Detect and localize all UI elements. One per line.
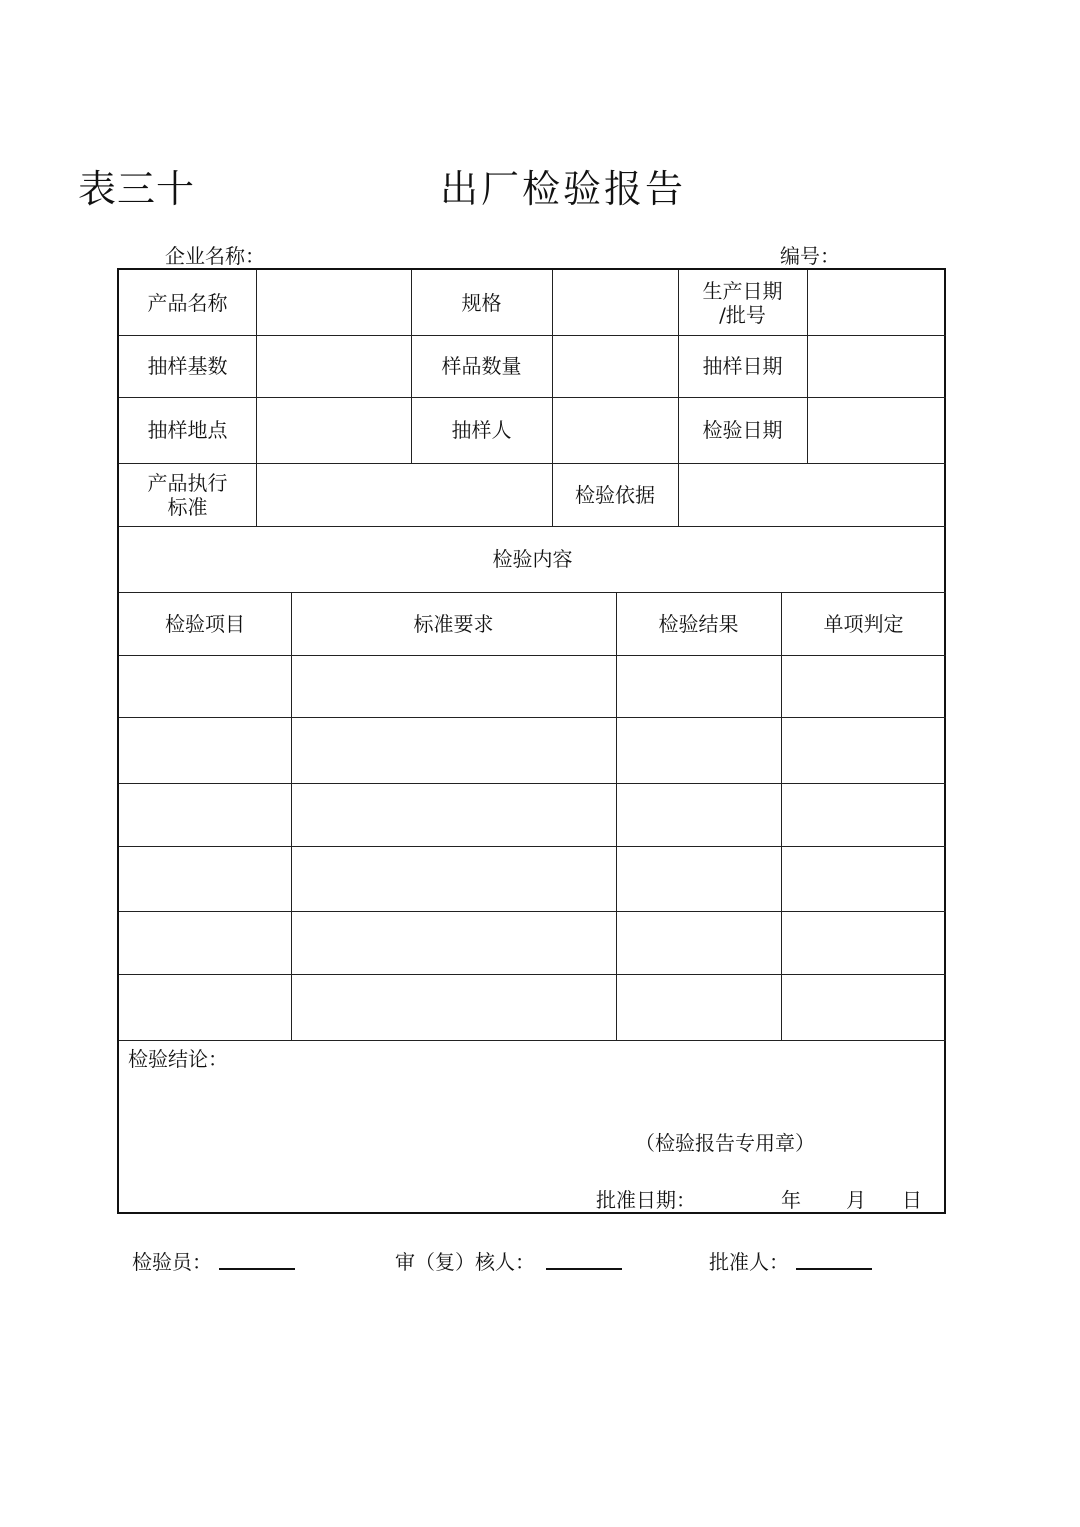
- approver-label: 批准人：: [709, 1250, 789, 1274]
- sample-quantity-label: 样品数量: [441, 354, 522, 378]
- production-date-label-line1: 生产日期: [702, 278, 783, 303]
- report-table: [117, 268, 946, 1214]
- sampler-field[interactable]: [552, 397, 678, 463]
- table-row[interactable]: [119, 783, 946, 846]
- sampling-place-label: 抽样地点: [147, 418, 228, 442]
- product-name-field[interactable]: [256, 270, 411, 335]
- sample-base-label: 抽样基数: [147, 354, 228, 378]
- inspection-basis-field[interactable]: [678, 463, 946, 526]
- product-standard-label: [119, 463, 256, 526]
- report-title: 出厂检验报告: [440, 167, 687, 211]
- approval-date-label: 批准日期：: [596, 1188, 696, 1212]
- product-standard-label-line2: 标准: [167, 494, 208, 519]
- column-header-requirement: 标准要求: [413, 611, 494, 636]
- production-date-label-line2: /批号: [719, 302, 766, 327]
- table-row[interactable]: [119, 911, 946, 974]
- table-number: 表三十: [78, 167, 196, 211]
- spec-label: 规格: [461, 290, 502, 315]
- inspector-signature-line[interactable]: [219, 1268, 295, 1270]
- row-divider: [119, 1040, 946, 1041]
- sampling-place-field[interactable]: [256, 397, 411, 463]
- production-date-label: [678, 270, 807, 335]
- inspection-date-field[interactable]: [807, 397, 946, 463]
- month-label: 月: [846, 1188, 866, 1212]
- year-label: 年: [781, 1188, 801, 1212]
- report-seal-text: （检验报告专用章）: [635, 1131, 815, 1155]
- approver-signature-line[interactable]: [796, 1268, 872, 1270]
- day-label: 日: [902, 1188, 922, 1212]
- company-name-label: 企业名称：: [165, 244, 265, 268]
- sample-quantity-field[interactable]: [552, 335, 678, 397]
- inspection-content-heading: 检验内容: [492, 547, 573, 571]
- conclusion-label: 检验结论：: [128, 1047, 228, 1071]
- reviewer-label: 审（复）核人：: [395, 1250, 535, 1274]
- column-header-item: 检验项目: [165, 611, 245, 636]
- table-row[interactable]: [119, 655, 946, 717]
- column-header-result: 检验结果: [658, 611, 739, 636]
- inspection-basis-label: 检验依据: [575, 482, 655, 507]
- product-standard-label-line1: 产品执行: [147, 470, 228, 495]
- table-row[interactable]: [119, 846, 946, 911]
- sampling-date-label: 抽样日期: [702, 354, 783, 378]
- reviewer-signature-line[interactable]: [546, 1268, 622, 1270]
- production-date-field[interactable]: [807, 270, 946, 335]
- product-standard-field[interactable]: [256, 463, 552, 526]
- serial-number-label: 编号：: [780, 244, 840, 268]
- spec-field[interactable]: [552, 270, 678, 335]
- inspector-label: 检验员：: [132, 1250, 212, 1274]
- product-name-label: 产品名称: [147, 290, 228, 315]
- sampling-date-field[interactable]: [807, 335, 946, 397]
- table-row[interactable]: [119, 974, 946, 1040]
- inspection-date-label: 检验日期: [702, 418, 783, 442]
- sampler-label: 抽样人: [451, 418, 512, 442]
- table-row[interactable]: [119, 717, 946, 783]
- column-header-judgement: 单项判定: [823, 611, 904, 636]
- sample-base-field[interactable]: [256, 335, 411, 397]
